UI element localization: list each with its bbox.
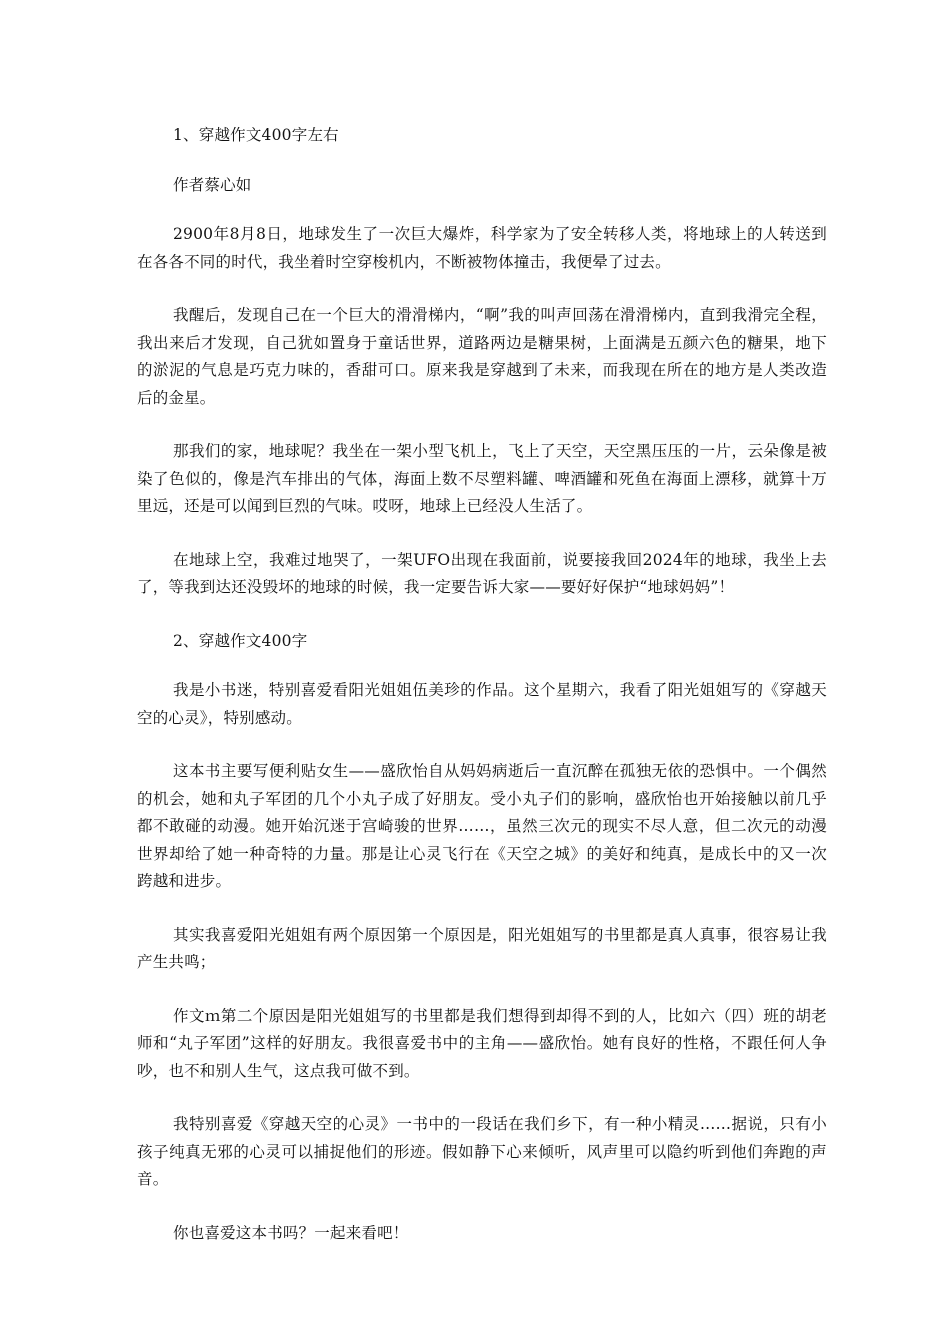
- essay-2-paragraph: 我是小书迷，特别喜爱看阳光姐姐伍美珍的作品。这个星期六，我看了阳光姐姐写的《穿越天空的心灵》，特别感动。: [137, 681, 827, 727]
- essay-1-author: 作者蔡心如: [173, 175, 252, 194]
- essay-1-paragraph: 在地球上空，我难过地哭了，一架UFO出现在我面前，说要接我回2024年的地球，我坐上去了，等我到达还没毁坏的地球的时候，我一定要告诉大家——要好好保护“地球妈妈”！: [137, 550, 827, 596]
- essay-2-paragraph: 作文ｍ第二个原因是阳光姐姐写的书里都是我们想得到却得不到的人，比如六（四）班的胡老师和“丸子军团”这样的好朋友。我很喜爱书中的主角——盛欣怡。她有良好的性格，不跟任何人争吵，也不和别人生气，这点我可做不到。: [137, 1006, 827, 1080]
- essay-2-paragraph: 其实我喜爱阳光姐姐有两个原因第一个原因是，阳光姐姐写的书里都是真人真事，很容易让我产生共鸣；: [137, 925, 827, 971]
- essay-1-title: 1、穿越作文400字左右: [173, 126, 339, 144]
- essay-2-paragraph: 这本书主要写便利贴女生——盛欣怡自从妈妈病逝后一直沉醉在孤独无依的恐惧中。一个偶然的机会，她和丸子军团的几个小丸子成了好朋友。受小丸子们的影响，盛欣怡也开始接触以前几乎都不敢碰的动漫。她开始沉迷于宫崎骏的世界……，虽然三次元的现实不尽人意，但二次元的动漫世界却给了她一种奇特的力量。那是让心灵飞行在《天空之城》的美好和纯真，是成长中的又一次跨越和进步。: [137, 762, 827, 890]
- essay-1-paragraph: 我醒后，发现自己在一个巨大的滑滑梯内，“啊”我的叫声回荡在滑滑梯内，直到我滑完全程，我出来后才发现，自己犹如置身于童话世界，道路两边是糖果树，上面满是五颜六色的糖果，地下的淤泥的气息是巧克力味的，香甜可口。原来我是穿越到了未来，而我现在所在的地方是人类改造后的金星。: [137, 306, 827, 407]
- document-body: [137, 122, 827, 1273]
- essay-2-paragraph: 我特别喜爱《穿越天空的心灵》一书中的一段话在我们乡下，有一种小精灵……据说，只有小孩子纯真无邪的心灵可以捕捉他们的形迹。假如静下心来倾听，风声里可以隐约听到他们奔跑的声音。: [137, 1115, 827, 1188]
- essay-2-title: 2、穿越作文400字: [173, 631, 308, 650]
- essay-1-paragraph: 那我们的家，地球呢？我坐在一架小型飞机上，飞上了天空，天空黑压压的一片，云朵像是被染了色似的，像是汽车排出的气体，海面上数不尽塑料罐、啤酒罐和死鱼在海面上漂移，就算十万里远，还是可以闻到巨烈的气味。哎呀，地球上已经没人生活了。: [137, 442, 827, 515]
- essay-2-closing: 你也喜爱这本书吗？一起来看吧！: [173, 1223, 409, 1242]
- essay-1-paragraph: 2900年8月8日，地球发生了一次巨大爆炸，科学家为了安全转移人类，将地球上的人转送到在各各不同的时代，我坐着时空穿梭机内，不断被物体撞击，我便晕了过去。: [137, 225, 827, 271]
